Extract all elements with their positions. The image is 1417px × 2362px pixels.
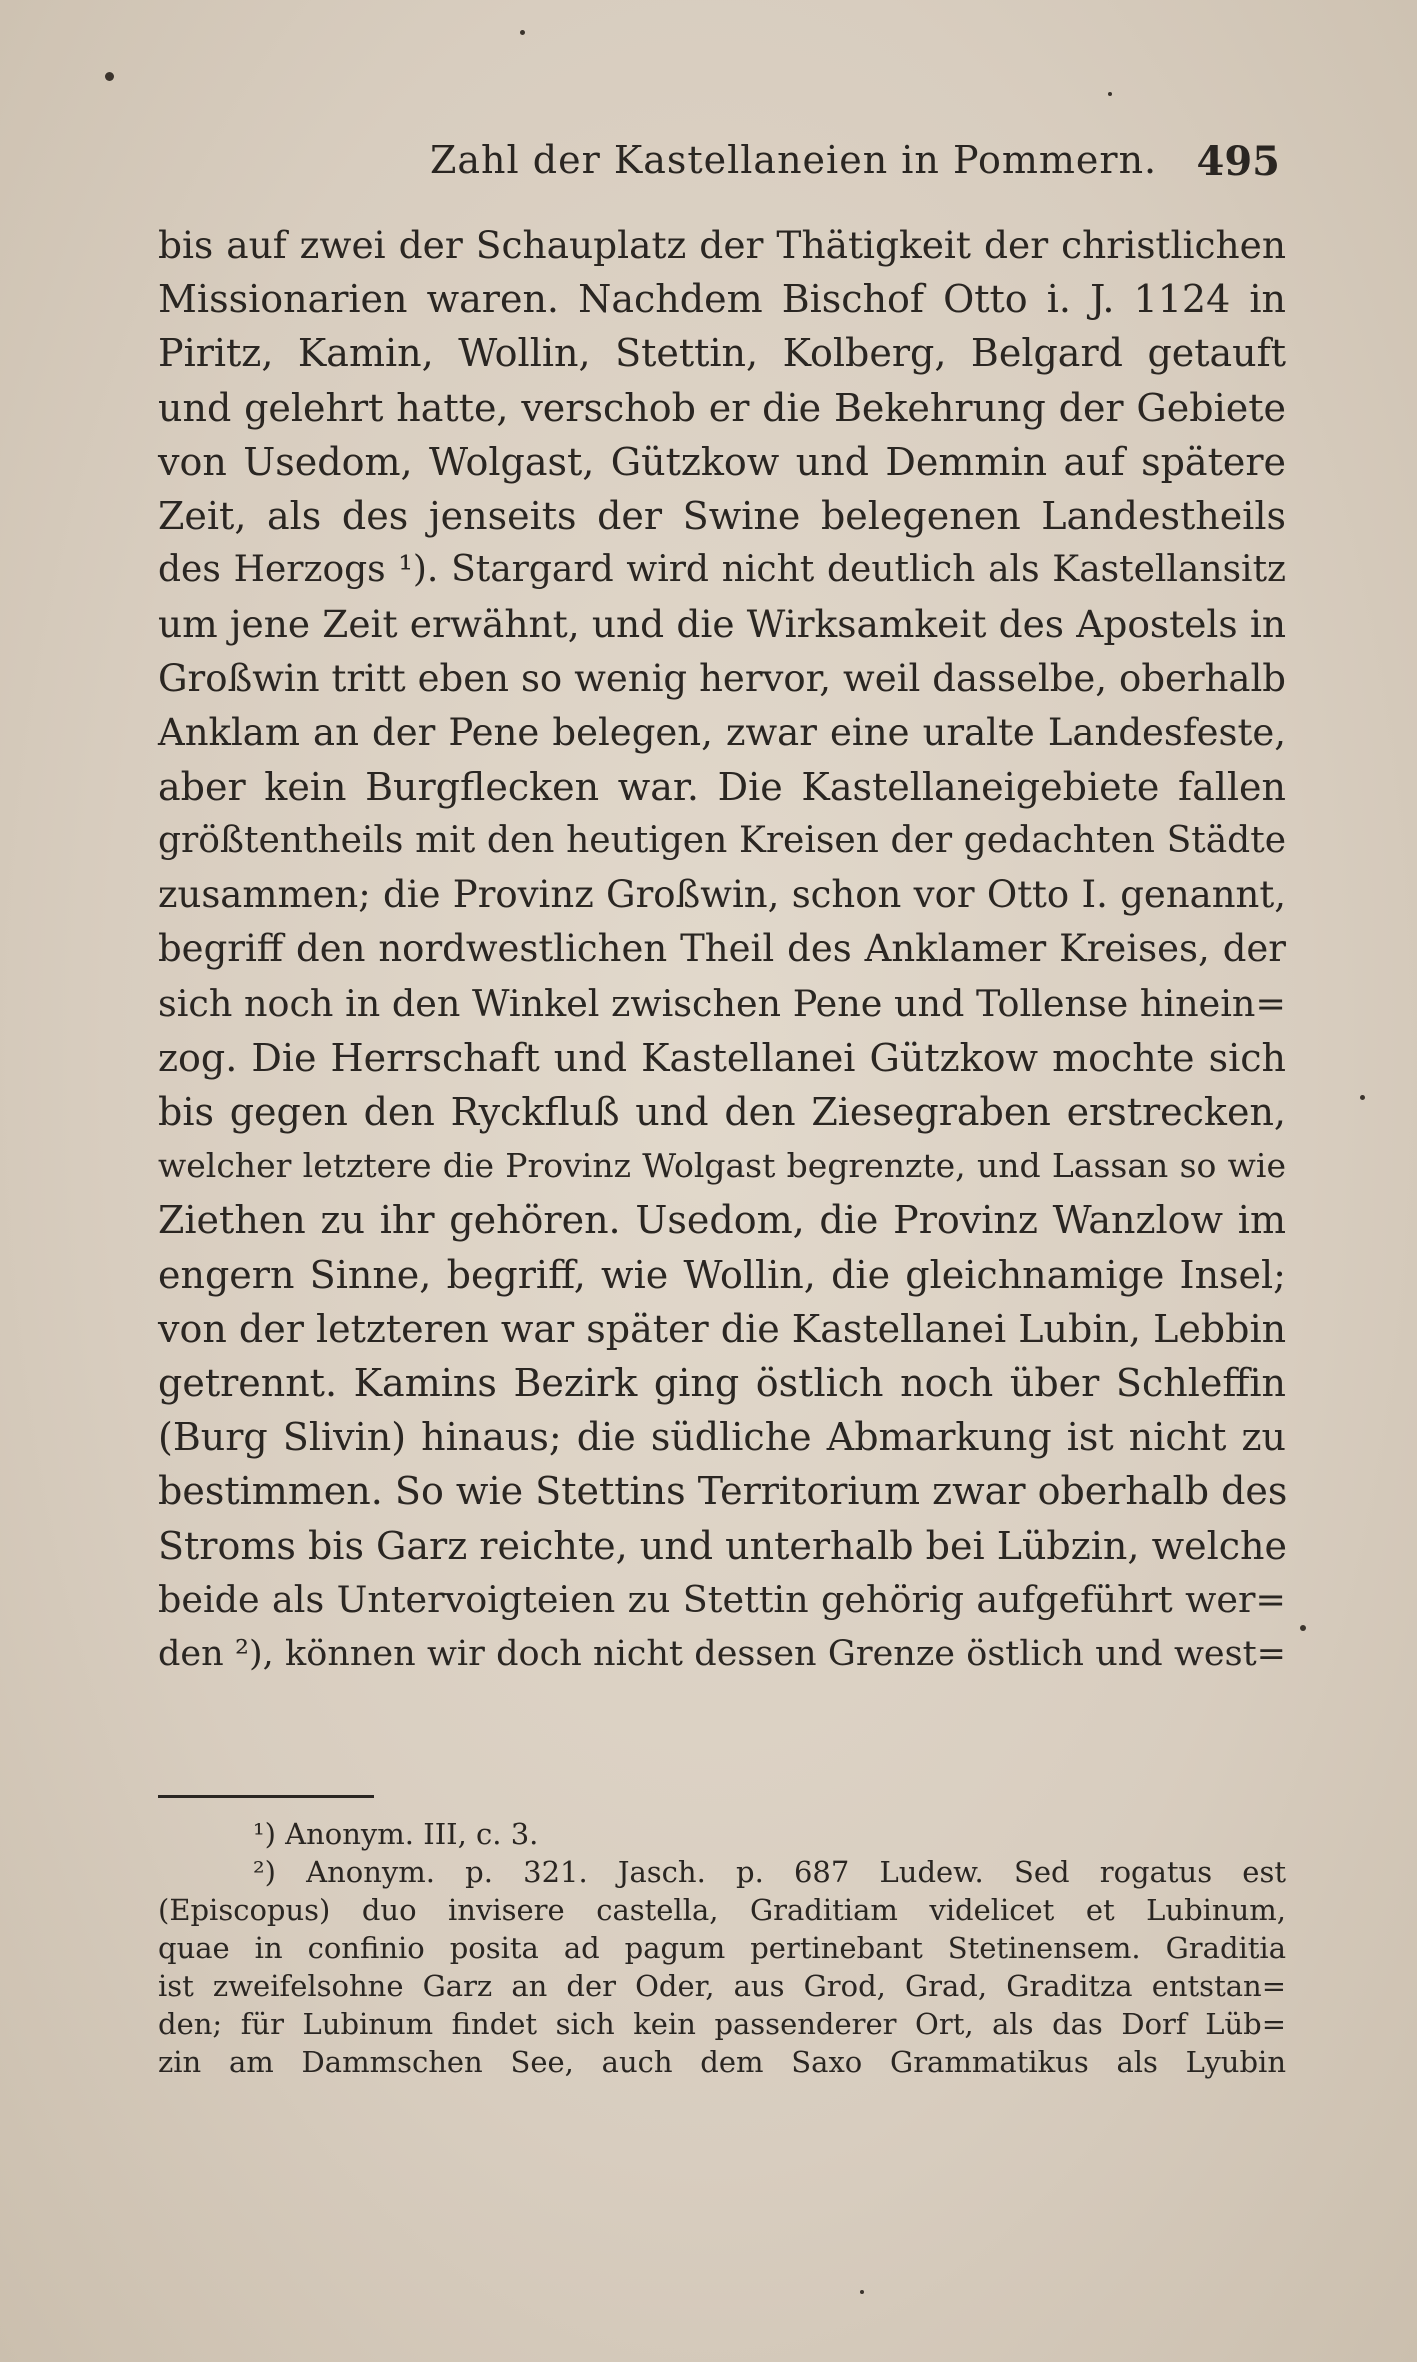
- footnote-line: den; für Lubinum findet sich kein passenderer Ort, als das Dorf Lüb=: [158, 2007, 1286, 2041]
- paper-speck: [860, 2290, 864, 2294]
- text-line: Piritz, Kamin, Wollin, Stettin, Kolberg, Belgard getauft: [158, 331, 1286, 376]
- text-line: getrennt. Kamins Bezirk ging östlich noch über Schleffin: [158, 1360, 1286, 1405]
- text-line: (Burg Slivin) hinaus; die südliche Abmarkung ist nicht zu: [158, 1415, 1286, 1460]
- text-line: bis gegen den Ryckfluß und den Ziesegraben erstrecken,: [158, 1090, 1286, 1134]
- paper-speck: [1108, 92, 1112, 96]
- text-line: Zeit, als des jenseits der Swine belegenen Landestheils: [158, 493, 1286, 538]
- body-text: [158, 218, 1286, 1681]
- text-line: sich noch in den Winkel zwischen Pene und Tollense hinein=: [158, 981, 1286, 1025]
- text-line: beide als Untervoigteien zu Stettin gehörig aufgeführt wer=: [158, 1577, 1286, 1621]
- text-line: größtentheils mit den heutigen Kreisen der gedachten Städte: [158, 820, 1286, 862]
- text-line: Ziethen zu ihr gehören. Usedom, die Provinz Wanzlow im: [158, 1198, 1286, 1243]
- text-line: Missionarien waren. Nachdem Bischof Otto i. J. 1124 in: [158, 277, 1286, 322]
- paper-speck: [105, 72, 114, 81]
- footnote-line: quae in confinio posita ad pagum pertinebant Stetinensem. Graditia: [158, 1931, 1286, 1965]
- text-line: von Usedom, Wolgast, Gützkow und Demmin auf spätere: [158, 439, 1286, 484]
- text-line: bestimmen. So wie Stettins Territorium zwar oberhalb des: [158, 1469, 1288, 1514]
- text-line: Großwin tritt eben so wenig hervor, weil dasselbe, oberhalb: [158, 656, 1286, 700]
- text-line: Stroms bis Garz reichte, und unterhalb bei Lübzin, welche: [158, 1523, 1287, 1568]
- footnote-line: zin am Dammschen See, auch dem Saxo Grammatikus als Lyubin: [158, 2045, 1286, 2079]
- text-line: um jene Zeit erwähnt, und die Wirksamkeit des Apostels in: [158, 602, 1286, 647]
- paper-speck: [1300, 1625, 1306, 1631]
- footnote-1: ¹) Anonym. III, c. 3.: [253, 1817, 539, 1851]
- text-line: welcher letztere die Provinz Wolgast begrenzte, und Lassan so wie: [158, 1146, 1286, 1186]
- text-line: aber kein Burgflecken war. Die Kastellaneigebiete fallen: [158, 764, 1286, 809]
- text-line: von der letzteren war später die Kastellanei Lubin, Lebbin: [158, 1306, 1287, 1351]
- text-line: des Herzogs ¹). Stargard wird nicht deutlich als Kastellansitz: [158, 549, 1286, 591]
- page-number: 495: [1196, 138, 1280, 185]
- text-line: zusammen; die Provinz Großwin, schon vor Otto I. genannt,: [158, 873, 1286, 917]
- footnote-separator: [158, 1795, 374, 1798]
- text-line: engern Sinne, begriff, wie Wollin, die gleichnamige Insel;: [158, 1252, 1286, 1297]
- page-header: [400, 138, 1280, 188]
- text-line: den ²), können wir doch nicht dessen Grenze östlich und west=: [158, 1633, 1286, 1674]
- text-line: und gelehrt hatte, verschob er die Bekehrung der Gebiete: [158, 385, 1286, 430]
- footnote-line: ist zweifelsohne Garz an der Oder, aus Grod, Grad, Graditza entstan=: [158, 1969, 1286, 2003]
- footnotes: [158, 1815, 1286, 2081]
- footnote-line: (Episcopus) duo invisere castella, Graditiam videlicet et Lubinum,: [158, 1893, 1286, 1927]
- paper-speck: [1360, 1095, 1365, 1100]
- footnote-2: ²) Anonym. p. 321. Jasch. p. 687 Ludew. Sed rogatus est: [253, 1855, 1286, 1889]
- paper-speck: [520, 30, 525, 35]
- running-title: Zahl der Kastellaneien in Pommern.: [430, 138, 1158, 182]
- text-line: zog. Die Herrschaft und Kastellanei Gützkow mochte sich: [158, 1035, 1286, 1080]
- text-line: bis auf zwei der Schauplatz der Thätigkeit der christlichen: [158, 223, 1286, 267]
- text-line: Anklam an der Pene belegen, zwar eine uralte Landesfeste,: [158, 710, 1286, 754]
- text-line: begriff den nordwestlichen Theil des Anklamer Kreises, der: [158, 927, 1286, 971]
